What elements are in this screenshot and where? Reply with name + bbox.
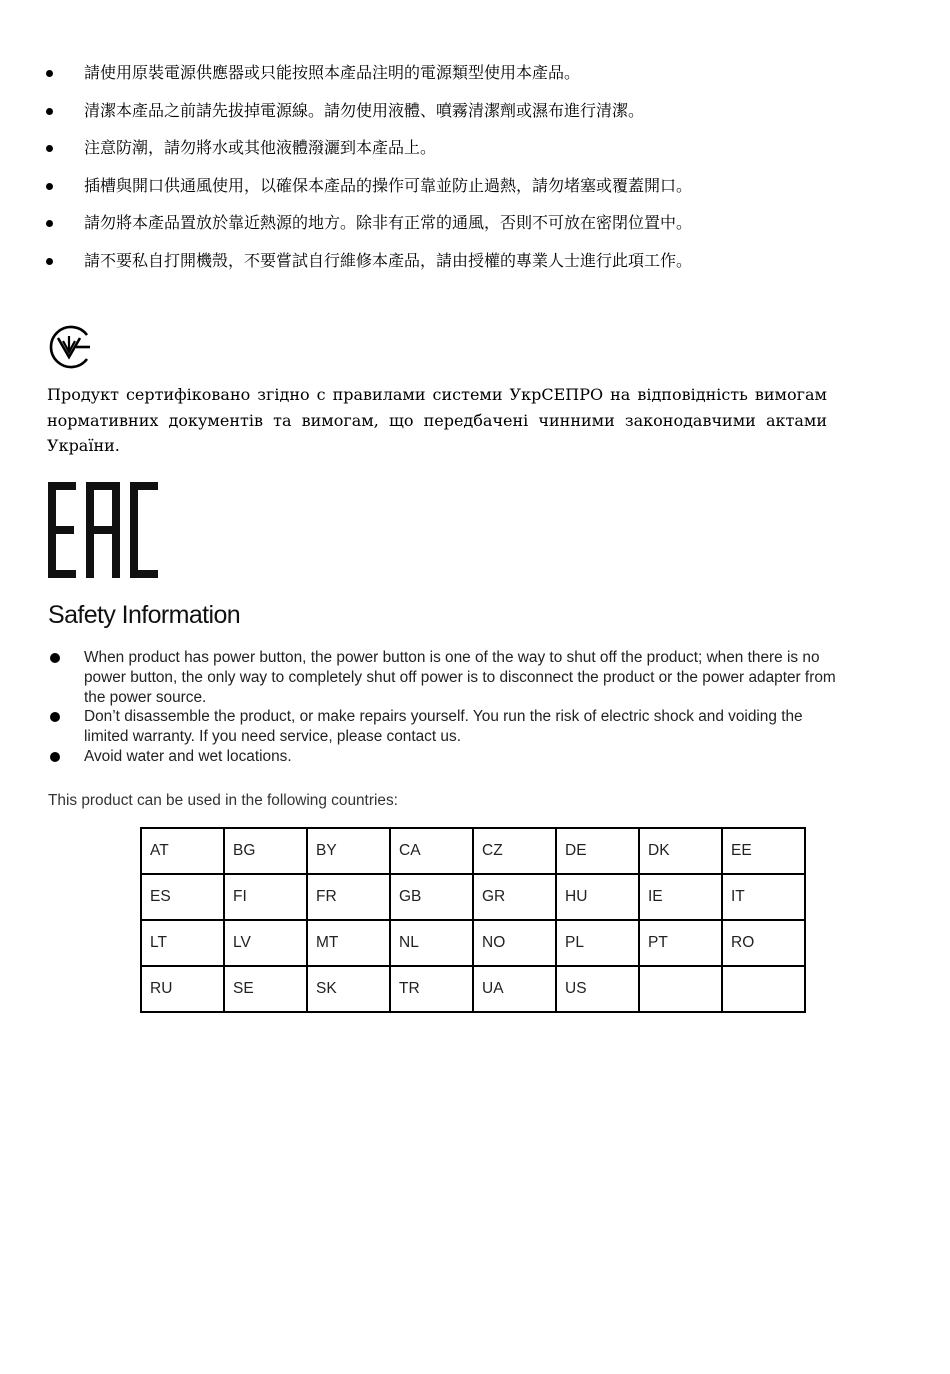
table-row	[141, 828, 805, 874]
list-item	[46, 171, 906, 209]
country-cell: AT	[141, 828, 224, 874]
bullet-icon	[46, 258, 53, 265]
bullet-icon	[50, 653, 60, 663]
list-item	[46, 133, 906, 171]
country-cell: NL	[390, 920, 473, 966]
list-item	[46, 208, 906, 246]
country-cell: HU	[556, 874, 639, 920]
table-row	[141, 874, 805, 920]
country-cell: BY	[307, 828, 390, 874]
countries-intro: This product can be used in the following countries:	[48, 792, 398, 809]
bullet-icon	[46, 183, 53, 190]
country-cell: BG	[224, 828, 307, 874]
country-cell: GR	[473, 874, 556, 920]
country-cell: ES	[141, 874, 224, 920]
country-cell	[639, 966, 722, 1012]
country-cell: PT	[639, 920, 722, 966]
country-cell: MT	[307, 920, 390, 966]
notice-text: 請不要私自打開機殼，不要嘗試自行維修本產品，請由授權的專業人士進行此項工作。	[84, 250, 693, 270]
english-safety-list	[48, 648, 838, 767]
country-cell: IT	[722, 874, 805, 920]
list-item	[48, 747, 838, 767]
country-cell: LT	[141, 920, 224, 966]
notice-text: 請使用原裝電源供應器或只能按照本產品注明的電源類型使用本產品。	[84, 63, 581, 82]
country-cell: DK	[639, 828, 722, 874]
bullet-icon	[50, 712, 60, 722]
notice-text: 注意防潮，請勿將水或其他液體潑灑到本產品上。	[84, 138, 437, 158]
country-table	[140, 827, 806, 1013]
list-item	[46, 96, 906, 134]
ukraine-certification-text: Продукт сертифіковано згідно с правилами системи УкрСЕПРО на відповідність вимогам нормативних документів та вимогам, що передбачені чинними законодавчими актами України.	[47, 385, 827, 455]
bullet-icon	[50, 752, 60, 762]
safety-text: Don’t disassemble the product, or make repairs yourself. You run the risk of electric shock and voiding the limited warranty. If you need service, please contact us.	[84, 708, 803, 746]
list-item	[48, 707, 838, 747]
table-row	[141, 966, 805, 1012]
country-cell: PL	[556, 920, 639, 966]
country-cell: CA	[390, 828, 473, 874]
country-cell: GB	[390, 874, 473, 920]
country-cell: UA	[473, 966, 556, 1012]
country-cell: EE	[722, 828, 805, 874]
list-item	[46, 58, 906, 96]
notice-text: 清潔本產品之前請先拔掉電源線。請勿使用液體、噴霧清潔劑或濕布進行清潔。	[84, 100, 645, 120]
country-cell: DE	[556, 828, 639, 874]
country-cell: NO	[473, 920, 556, 966]
list-item	[46, 246, 906, 284]
chinese-safety-list	[46, 58, 906, 284]
notice-text: 請勿將本產品置放於靠近熱源的地方。除非有正常的通風，否則不可放在密閉位置中。	[84, 213, 693, 233]
country-cell: SE	[224, 966, 307, 1012]
list-item	[48, 648, 838, 707]
safety-text: Avoid water and wet locations.	[84, 747, 292, 765]
country-cell: FR	[307, 874, 390, 920]
country-cell: TR	[390, 966, 473, 1012]
notice-text: 插槽與開口供通風使用，以確保本產品的操作可靠並防止過熱，請勿堵塞或覆蓋開口。	[84, 175, 693, 195]
country-cell: IE	[639, 874, 722, 920]
bullet-icon	[46, 70, 53, 77]
eac-conformity-logo	[48, 482, 158, 578]
ukrsepro-certification-mark-icon	[46, 324, 92, 370]
bullet-icon	[46, 145, 53, 152]
country-cell: CZ	[473, 828, 556, 874]
safety-information-heading: Safety Information	[48, 601, 241, 629]
country-cell: FI	[224, 874, 307, 920]
table-row	[141, 920, 805, 966]
bullet-icon	[46, 220, 53, 227]
country-cell	[722, 966, 805, 1012]
country-cell: RO	[722, 920, 805, 966]
country-cell: RU	[141, 966, 224, 1012]
safety-text: When product has power button, the power button is one of the way to shut off the product; when there is no power button, the only way to completely shut off power is to disconnect the product or the power adapter from the power source.	[84, 649, 836, 706]
bullet-icon	[46, 108, 53, 115]
country-cell: US	[556, 966, 639, 1012]
country-cell: LV	[224, 920, 307, 966]
country-cell: SK	[307, 966, 390, 1012]
